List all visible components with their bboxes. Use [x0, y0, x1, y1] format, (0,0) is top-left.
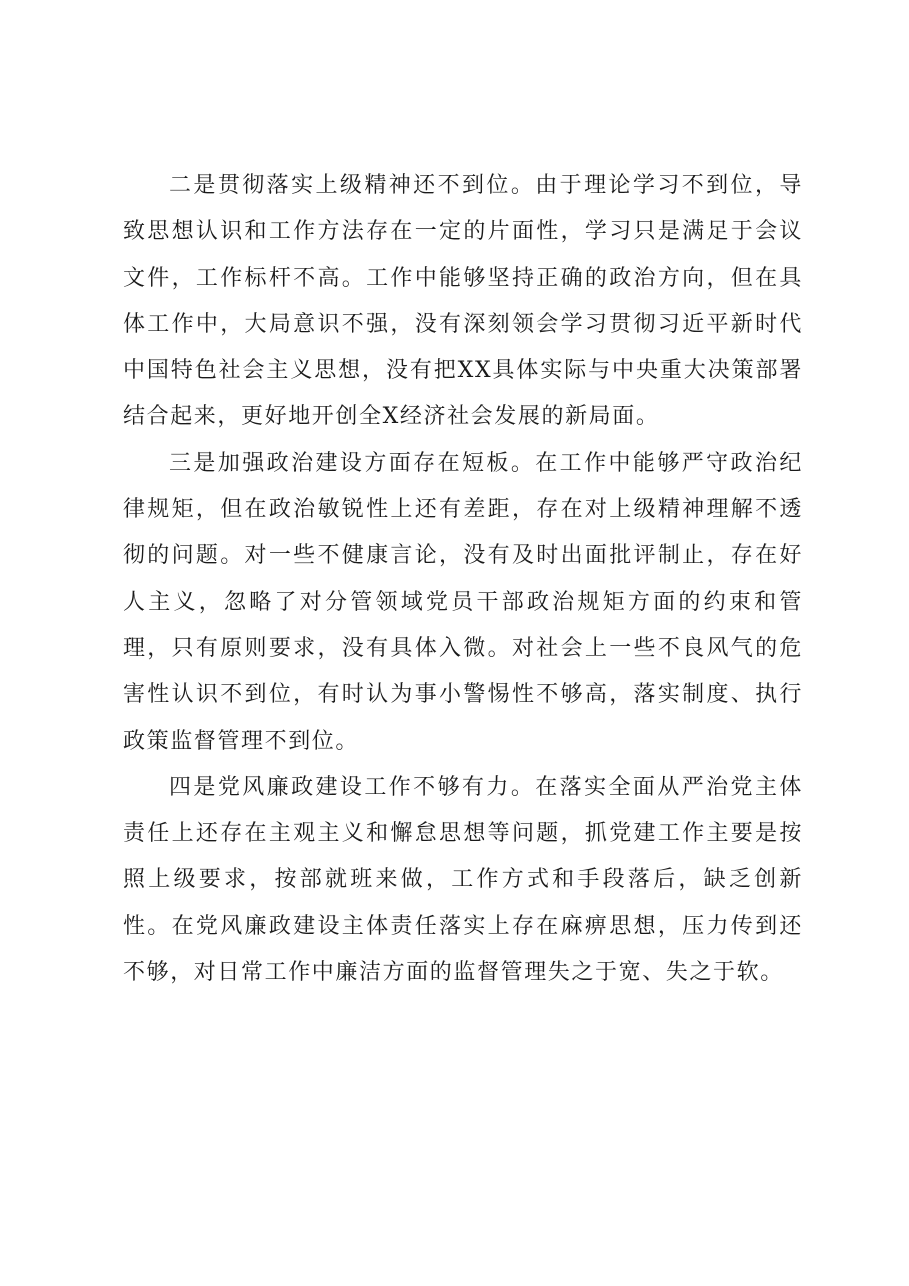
document-body: [123, 163, 803, 996]
paragraph-party-integrity: 四是党风廉政建设工作不够有力。在落实全面从严治党主体责任上还存在主观主义和懈怠思想等问题，抓党建工作主要是按照上级要求，按部就班来做，工作方式和手段落后，缺乏创新性。在党风廉政建设主体责任落实上存在麻痹思想，压力传到还不够，对日常工作中廉洁方面的监督管理失之于宽、失之于软。: [123, 774, 803, 986]
paragraph-political-spirit: 二是贯彻落实上级精神还不到位。由于理论学习不到位，导致思想认识和工作方法存在一定的片面性，学习只是满足于会议文件，工作标杆不高。工作中能够坚持正确的政治方向，但在具体工作中，大局意识不强，没有深刻领会学习贯彻习近平新时代中国特色社会主义思想，没有把XX具体实际与中央重大决策部署结合起来，更好地开创全X经济社会发展的新局面。: [123, 173, 803, 430]
paragraph-political-construction: 三是加强政治建设方面存在短板。在工作中能够严守政治纪律规矩，但在政治敏锐性上还有差距，存在对上级精神理解不透彻的问题。对一些不健康言论，没有及时出面批评制止，存在好人主义，忽略了对分管领域党员干部政治规矩方面的约束和管理，只有原则要求，没有具体入微。对社会上一些不良风气的危害性认识不到位，有时认为事小警惕性不够高，落实制度、执行政策监督管理不到位。: [123, 450, 803, 754]
